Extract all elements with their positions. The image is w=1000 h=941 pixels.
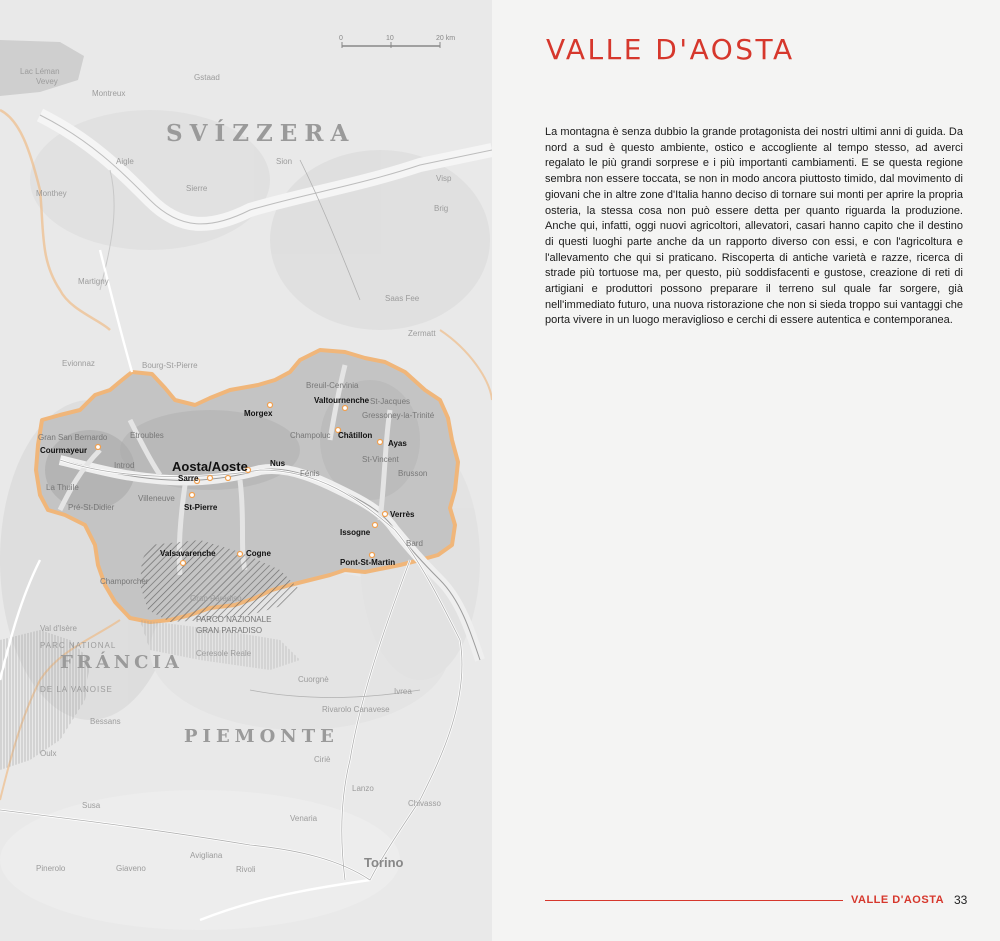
town-label: Sarre (178, 474, 199, 483)
town-label: Monthey (36, 189, 67, 198)
town-label: Breuil-Cervinia (306, 381, 359, 390)
scale-label-mid: 10 (386, 35, 394, 42)
town-label: Châtillon (338, 431, 373, 440)
town-label: Villeneuve (138, 494, 175, 503)
town-label: Gran Paradiso (190, 594, 242, 603)
town-label: Pré-St-Didier (68, 503, 115, 512)
town-label: Etroubles (130, 431, 164, 440)
country-label-france: FRÁNCIA (60, 652, 183, 673)
town-label: Valtournenche (314, 396, 370, 405)
town-label: Champoluc (290, 431, 331, 440)
town-label: La Thuile (46, 483, 79, 492)
footer-rule (545, 900, 843, 901)
body-text: La montagna è senza dubbio la grande protagonista dei nostri ultimi anni di guida. Da nord a sud è questo ambiente, ostico e accogliente al tempo stesso, ad averci regalato le più grandi sorprese e i più importanti cambiamenti. E se questa regione sembra non essere toccata, se non in modo ancora piuttosto timido, dal movimento di giovani che in altre zone d'Italia hanno deciso di tornare sui monti per aprire la propria osteria, la stessa cosa non può essere detta per quanto riguarda la produzione. Anche qui, infatti, oggi nuovi agricoltori, allevatori, casari hanno capito che il destino di questi luoghi parte anche da un rapporto diverso con essi, e con l'agricoltura e l'allevamento che qui si praticano. Riscoperta di antiche varietà e razze, ricerca di strade più tortuose ma, per questo, più soddisfacenti e gustose, creazione di reti di artigiani e produttori possono preparare il terreno sul quale far sorgere, già nell'immediato futuro, una nuova ristorazione che non si sieda troppo sui vantaggi che porta vivere in un luogo meraviglioso e cerchi di essere autentica e contemporanea. (545, 126, 963, 327)
footer-section-label: VALLE D'AOSTA (851, 894, 945, 906)
town-label: Aigle (116, 157, 134, 166)
town-label: Morgex (244, 409, 273, 418)
town-label: Lac Léman (20, 67, 60, 76)
town-label: Bourg-St-Pierre (142, 361, 198, 370)
page-title: VALLE D'AOSTA (546, 33, 795, 66)
town-label: Ivrea (394, 687, 412, 696)
town-label: Rivarolo Canavese (322, 705, 390, 714)
town-label: St-Jacques (370, 397, 411, 406)
park-label-2: DE LA VANOISE (40, 685, 113, 694)
page-number: 33 (954, 893, 968, 907)
town-label: Giaveno (116, 864, 146, 873)
town-label: Issogne (340, 528, 371, 537)
town-label: Gressoney-la-Trinité (362, 411, 435, 420)
town-label: Susa (82, 801, 101, 810)
scale-label-start: 0 (339, 35, 343, 42)
capital-label: Aosta/Aoste (172, 459, 248, 474)
town-label: Venaria (290, 814, 318, 823)
town-label: Gran San Bernardo (38, 433, 108, 442)
town-label: Valsavarenche (160, 549, 216, 558)
region-label-piemonte: PIEMONTE (184, 726, 339, 747)
town-label: Zermatt (408, 329, 436, 338)
town-label: Ayas (388, 439, 407, 448)
park-label-3: PARCO NAZIONALE (196, 615, 272, 624)
town-label: Sierre (186, 184, 208, 193)
town-label: St-Pierre (184, 503, 218, 512)
town-label: Montreux (92, 89, 126, 98)
map-panel (0, 0, 492, 941)
town-label: Val d'Isère (40, 624, 77, 633)
park-label-1: PARC NATIONAL (40, 641, 117, 650)
town-label: Fénis (300, 469, 320, 478)
town-label: Vevey (36, 77, 58, 86)
town-label: Nus (270, 459, 286, 468)
town-label: Brig (434, 204, 449, 213)
country-label-switzerland: SVÍZZERA (166, 120, 356, 147)
town-label: Cuorgnè (298, 675, 329, 684)
town-label: Chivasso (408, 799, 441, 808)
town-label: Bard (406, 539, 423, 548)
town-label: Lanzo (352, 784, 374, 793)
town-label: Avigliana (190, 851, 223, 860)
town-label: Sion (276, 157, 293, 166)
town-label: Saas Fee (385, 294, 420, 303)
town-label: Courmayeur (40, 446, 88, 455)
town-label: Evionnaz (62, 359, 95, 368)
town-label: Ciriè (314, 755, 331, 764)
scale-label-end: 20 km (436, 35, 456, 42)
park-label-4: GRAN PARADISO (196, 626, 263, 635)
town-label: Rivoli (236, 865, 256, 874)
town-label: Pont-St-Martin (340, 558, 396, 567)
town-label: St-Vincent (362, 455, 399, 464)
town-label: Oulx (40, 749, 57, 758)
town-label: Visp (436, 174, 452, 183)
town-label: Champorcher (100, 577, 149, 586)
town-label: Bessans (90, 717, 121, 726)
town-label: Torino (364, 855, 404, 870)
town-label: Ceresole Reale (196, 649, 252, 658)
town-label: Introd (114, 461, 135, 470)
town-label: Cogne (246, 549, 271, 558)
town-label: Martigny (78, 277, 109, 286)
text-panel (492, 0, 1000, 941)
town-label: Gstaad (194, 73, 220, 82)
town-label: Brusson (398, 469, 428, 478)
town-label: Pinerolo (36, 864, 66, 873)
town-label: Verrès (390, 510, 415, 519)
